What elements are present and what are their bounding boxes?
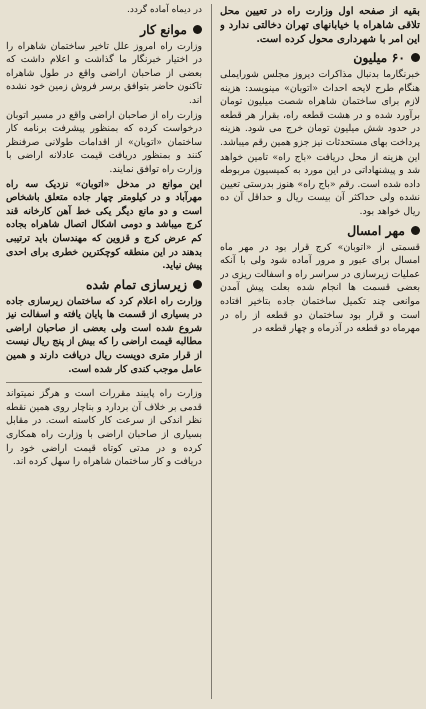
column-divider: [211, 4, 212, 699]
heading-text: مهر امسال: [347, 222, 405, 238]
paragraph: این موانع در مدخل «اتوبان» نزدیک سه راه مهرآباد و در کیلومتر چهار جاده متعلق باشخاص است و دو مانع دیگر یکی خط آهن کارخانه قند کرج میباشد و دومی اشکال اتصال شاهراه بجاده کم عرض کرج و قزوین که مهندسان باید ترتیبی بدهند در این منطقه کوچکترین خطری برای احدی پیش نیاید.: [6, 178, 202, 272]
paragraph: خبرنگارما بدنبال مذاکرات دیروز مجلس شورایملی هنگام طرح لایحه احداث «اتوبان» مینویسد: هزینه لازم برای ساختمان شاهراه شصت میلیون تومان برآورد شده و در هشت قطعه راه، بقرار هر قطعه در حدود شش میلیون تومان خرج می شود. هزینه پرداخت بهای مستحدثات نیز جزو همین رقم میباشد.: [220, 69, 420, 148]
intro-paragraph: بقیه از صفحه اول وزارت راه در تعیین محل تلاقی شاهراه با خیابانهای تهران دخالتی ندارد و این امر با شهرداری محول کرده است.: [220, 5, 420, 45]
heading-text: زیرسازی تمام شده: [85, 276, 187, 292]
bullet-icon: [411, 53, 420, 62]
bullet-icon: [193, 280, 202, 289]
section-divider: [6, 382, 202, 383]
heading-subgrade: [6, 276, 202, 293]
heading-text: موانع کار: [140, 21, 187, 37]
paragraph: وزارت راه امروز علل تاخیر ساختمان شاهراه را در اختیار خبرنگار ما گذاشت و اعلام داشت که بعضی از صاحبان اراضی واقع در طول شاهراه تاکنون حاضر بتوافق برسر فروش زمین خود نشده اند.: [6, 40, 202, 106]
heading-mehr: [220, 222, 420, 239]
bullet-icon: [411, 226, 420, 235]
paragraph: وزارت راه اعلام کرد که ساختمان زیرسازی جاده در بسیاری از قسمت ها پایان یافته و اسفالت نیز شروع شده است ولی بعضی از صاحبان اراضی مطالبه قیمت اراضی را که بیش از پنج ریال نیست از قرار متری دویست ریال دریافت دارند و همین عامل موجب کندی کار شده است.: [6, 295, 202, 375]
right-column: [220, 0, 420, 709]
paragraph: وزارت راه پایبند مقررات است و هرگز نمیتواند قدمی بر خلاف آن بردارد و بناچار روی همین نقطه نظر اندکی از سرعت کار کاسته است. در مقابل بسیاری از صاحبان اراضی با وزارت راه همکاری کرده و در مدتی کوتاه قیمت اراضی خود را دریافت و کار ساختمان شاهراه را سهل کرده اند.: [6, 388, 202, 468]
left-column: [6, 0, 202, 709]
heading-text: ۶۰ میلیون: [353, 50, 405, 65]
heading-obstacles: [6, 21, 202, 38]
paragraph: وزارت راه از صاحبان اراضی واقع در مسیر اتوبان درخواست کرده که بمنظور پیشرفت برنامه کار ساختمان «اتوبان» از اقدامات طولانی صرفنظر کنند و بمنظور دریافت قیمت عادلانه اراضی با وزارت راه توافق نمایند.: [6, 109, 202, 175]
bullet-icon: [193, 25, 202, 34]
continuation-line: در دیماه آماده گردد.: [126, 5, 202, 15]
heading-60-million: [220, 49, 420, 66]
paragraph: قسمتی از «اتوبان» کرج قرار بود در مهر ماه امسال برای عبور و مرور آماده شود ولی با آنکه عملیات زیرسازی در سراسر راه و اسفالت ریزی در بعضی قسمت ها انجام شده بعلت پیش آمدن موانعی چند تکمیل ساختمان جاده بتاخیر افتاده است و قرار بود ساختمان دو قطعه از راه در مهرماه دو قطعه در آذرماه و چهار قطعه در: [220, 241, 420, 335]
paragraph: این هزینه از محل دریافت «باج راه» تامین خواهد شد و پیشنهاداتی در این مورد به کمیسیون مربوطه داده شده است. رقم «باج راه» هنوز بدرستی تعیین نشده ولی حداکثر آن بیست ریال و حداقل آن ده ریال خواهد بود.: [220, 151, 420, 217]
